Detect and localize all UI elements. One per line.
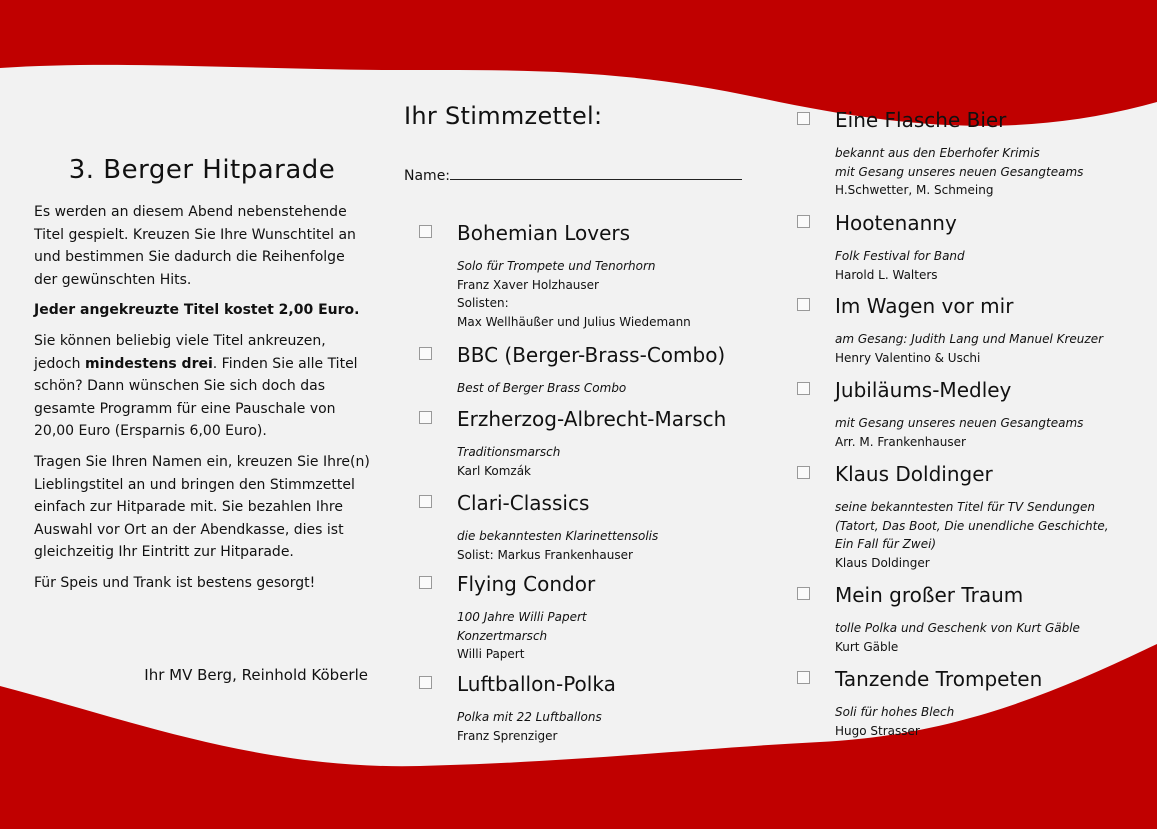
song-details <box>835 414 1135 451</box>
song-description: am Gesang: Judith Lang und Manuel Kreuzer <box>835 332 1104 346</box>
vote-checkbox[interactable] <box>797 466 810 479</box>
vote-checkbox[interactable] <box>419 411 432 424</box>
intro-column <box>34 155 370 603</box>
song-title: Tanzende Trompeten <box>835 667 1043 691</box>
name-field[interactable] <box>404 165 764 184</box>
song-title: Mein großer Traum <box>835 583 1024 607</box>
selection-text-a: Sie können beliebig viele Titel ankreuzen, jedoch <box>34 332 326 372</box>
song-details <box>457 608 757 664</box>
song-description: mit Gesang unseres neuen Gesangteams <box>835 416 1084 430</box>
intro-paragraph: Es werden an diesem Abend nebenstehende Titel gespielt. Kreuzen Sie Ihre Wunschtitel an und bestimmen Sie dadurch die Reihenfolge der gewünschten Hits. <box>34 204 356 288</box>
song-description: Solo für Trompete und Tenorhorn <box>457 259 656 273</box>
song-credit: Kurt Gäble <box>835 639 899 654</box>
song-description: (Tatort, Das Boot, Die unendliche Geschichte, <box>835 518 1109 533</box>
song-details <box>835 498 1135 572</box>
song-details <box>835 703 1135 740</box>
signature: Ihr MV Berg, Reinhold Köberle <box>144 666 368 684</box>
song-credit: Solist: Markus Frankenhauser <box>457 547 633 562</box>
catering-note: Für Speis und Trank ist bestens gesorgt! <box>34 574 316 591</box>
song-credit: Solisten: <box>457 296 509 310</box>
song-description: Konzertmarsch <box>457 628 548 643</box>
song-title: Hootenanny <box>835 211 957 235</box>
vote-checkbox[interactable] <box>419 495 432 508</box>
vote-checkbox[interactable] <box>797 587 810 600</box>
song-credit: Harold L. Walters <box>835 267 938 282</box>
vote-checkbox[interactable] <box>797 671 810 684</box>
song-title: Erzherzog-Albrecht-Marsch <box>457 407 727 431</box>
song-details <box>457 708 757 745</box>
song-title: Im Wagen vor mir <box>835 294 1014 318</box>
song-description: Polka mit 22 Luftballons <box>457 710 602 724</box>
song-credit: Franz Xaver Holzhauser <box>457 277 599 292</box>
song-details <box>835 330 1135 367</box>
song-details <box>835 144 1135 200</box>
song-credit: Arr. M. Frankenhauser <box>835 434 966 449</box>
song-credit: Klaus Doldinger <box>835 555 930 570</box>
song-description: die bekanntesten Klarinettensolis <box>457 529 659 543</box>
song-description: Best of Berger Brass Combo <box>457 381 627 395</box>
song-credit: Franz Sprenziger <box>457 728 558 743</box>
price-note: Jeder angekreuzte Titel kostet 2,00 Euro. <box>34 302 360 319</box>
song-title: BBC (Berger-Brass-Combo) <box>457 343 726 367</box>
vote-checkbox[interactable] <box>797 382 810 395</box>
song-description: Traditionsmarsch <box>457 445 561 459</box>
song-details <box>835 619 1135 656</box>
song-title: Luftballon-Polka <box>457 672 616 696</box>
song-description: mit Gesang unseres neuen Gesangteams <box>835 164 1084 179</box>
vote-checkbox[interactable] <box>419 225 432 238</box>
song-title: Bohemian Lovers <box>457 221 631 245</box>
song-details <box>457 443 757 480</box>
song-details <box>457 527 757 564</box>
song-description: bekannt aus den Eberhofer Krimis <box>835 146 1040 160</box>
song-title: Flying Condor <box>457 572 596 596</box>
song-title: Eine Flasche Bier <box>835 108 1007 132</box>
song-credit: Max Wellhäußer und Julius Wiedemann <box>457 314 691 329</box>
song-details <box>835 247 1135 284</box>
ballot-column <box>404 102 764 184</box>
vote-checkbox[interactable] <box>797 298 810 311</box>
vote-checkbox[interactable] <box>419 676 432 689</box>
minimum-emphasis: mindestens drei <box>84 355 213 372</box>
name-input-line[interactable] <box>450 165 742 180</box>
song-title: Jubiläums-Medley <box>835 378 1012 402</box>
song-description: Folk Festival for Band <box>835 249 965 263</box>
song-credit: Karl Komzák <box>457 463 531 478</box>
song-credit: Henry Valentino & Uschi <box>835 350 981 365</box>
song-credit: H.Schwetter, M. Schmeing <box>835 183 994 197</box>
song-description: Soli für hohes Blech <box>835 705 955 719</box>
song-description: tolle Polka und Geschenk von Kurt Gäble <box>835 621 1080 635</box>
song-description: seine bekanntesten Titel für TV Sendungen <box>835 500 1096 514</box>
selection-paragraph <box>34 330 370 443</box>
song-details <box>457 379 757 398</box>
song-description: Ein Fall für Zwei) <box>835 537 937 551</box>
vote-checkbox[interactable] <box>419 347 432 360</box>
instructions-paragraph: Tragen Sie Ihren Namen ein, kreuzen Sie Ihre(n) Lieblingstitel an und bringen den Stimmzettel einfach zur Hitparade mit. Sie bezahlen Ihre Auswahl vor Ort an der Abendkasse, dies ist gleichzeitig Ihr Eintritt zur Hitparade. <box>34 453 370 561</box>
page-title: 3. Berger Hitparade <box>68 155 336 185</box>
song-credit: Willi Papert <box>457 647 525 661</box>
song-description: 100 Jahre Willi Papert <box>457 610 587 624</box>
name-label: Name: <box>404 168 451 184</box>
song-title: Klaus Doldinger <box>835 462 993 486</box>
selection-text-b: . Finden Sie alle Titel schön? Dann wünschen Sie sich doch das gesamte Programm für eine Pauschale von 20,00 Euro (Ersparnis 6,00 Euro). <box>34 355 358 440</box>
ballot-heading: Ihr Stimmzettel: <box>404 102 603 130</box>
song-details <box>457 257 757 331</box>
song-credit: Hugo Strasser <box>835 723 920 738</box>
song-title: Clari-Classics <box>457 491 590 515</box>
vote-checkbox[interactable] <box>797 112 810 125</box>
vote-checkbox[interactable] <box>419 576 432 589</box>
vote-checkbox[interactable] <box>797 215 810 228</box>
